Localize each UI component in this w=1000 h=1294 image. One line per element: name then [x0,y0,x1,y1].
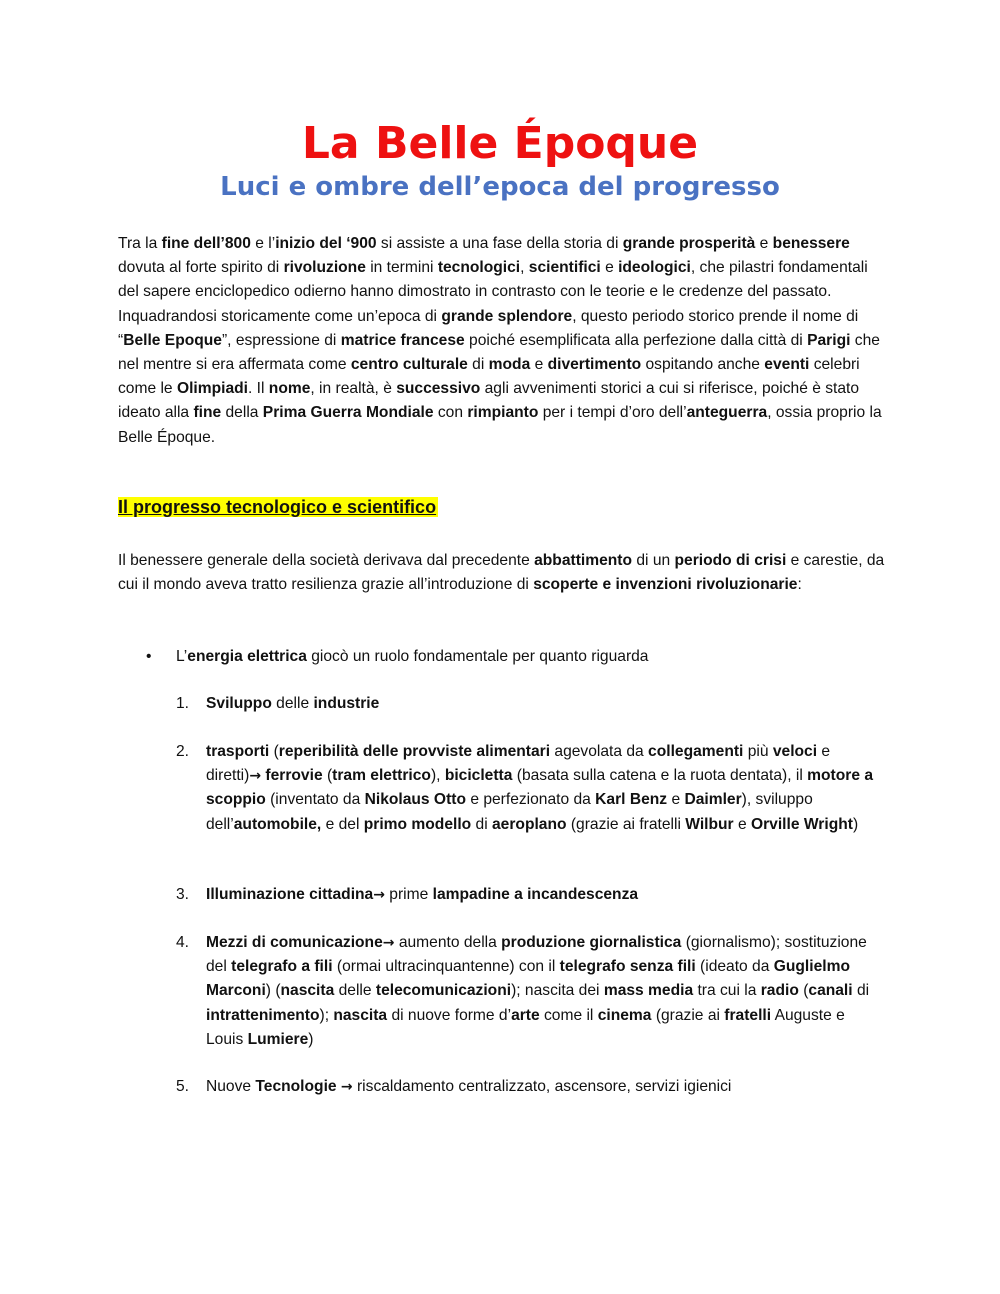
arrow-icon: → [373,887,385,903]
arrow-icon: → [382,935,395,951]
text-run: che nel mentre si era affermata come [118,331,880,374]
text-run: si assiste a una fase della storia di [376,235,623,252]
section-heading [118,494,438,520]
item-number: 1. [176,695,190,712]
text-run: ), [430,767,445,785]
bold-run: energia elettrica [187,648,307,665]
bold-run: Olimpiadi [176,380,248,398]
bold-run: tecnologici [437,259,521,277]
bold-run: abbattimento [534,552,633,569]
bullet-text [176,645,648,669]
bold-run: moda [488,356,531,374]
item-number: 2. [176,743,190,760]
bold-run: periodo di crisi [674,552,787,569]
text-run: (ormai ultracinquantenne) con il [332,958,560,976]
bold-run: ferrovie [265,767,323,785]
arrow-icon: → [340,1079,353,1095]
bold-run: rivoluzione [283,259,366,277]
arrow-icon: → [249,768,262,785]
bold-run: inizio del ‘900 [275,235,377,252]
text-run: ”, espressione di [221,331,341,349]
text-run: e l’ [250,235,276,252]
text-run: L’ [176,648,188,665]
bold-run: fratelli [724,1006,772,1024]
text-run: . Il [248,380,269,398]
bullet-marker: • [146,648,152,665]
text-run: agevolata da [550,743,649,760]
bold-run: Tecnologie [255,1078,337,1095]
progress-paragraph [118,549,888,597]
intro-paragraph [118,232,888,450]
bold-run: Lumiere [247,1030,309,1048]
item-text [206,883,886,907]
text-run: ( [798,982,809,1000]
text-run: agli avvenimenti storici a cui si riferisce, poiché è stato ideato alla [118,380,860,422]
text-run: e [667,791,685,809]
text-run: di [467,356,489,374]
text-run: con [433,404,468,422]
text-run: ) ( [265,982,281,1000]
text-run: Tra la [118,235,162,252]
text-run: (basata sulla catena e la ruota dentata), il [512,767,808,785]
bold-run: produzione giornalistica [501,934,682,951]
bold-run: Prima Guerra Mondiale [262,404,434,422]
text-run: tra cui la [693,982,761,1000]
bold-run: collegamenti [648,743,744,760]
bold-run: divertimento [547,356,642,374]
bold-run: veloci [772,743,818,760]
bold-run: mass media [603,982,694,1000]
section-heading-text: Il progresso tecnologico e scientifico [118,497,437,517]
text-run: , che pilastri fondamentali del sapere enciclopedico odierno hanno dimostrato in contrasto con le teorie e le credenze del passato. Inquadrandosi storicamente come un’epoca di [118,259,868,325]
bold-run: Sviluppo [206,695,272,712]
bold-run: grande prosperità [622,235,756,252]
bold-run: intrattenimento [206,1006,320,1024]
bold-run: lampadine a incandescenza [432,886,639,903]
text-run: aumento della [394,934,502,951]
bold-run: aeroplano [492,815,567,833]
item-text [206,692,886,716]
bold-run: Nikolaus Otto [364,791,466,809]
item-text [206,931,886,1052]
document-title: La Belle Époque [301,118,699,169]
text-run: ); [319,1006,334,1024]
text-run: di [852,982,870,1000]
bold-run: Karl Benz [595,791,668,809]
bold-run: motore a scoppio [206,767,874,809]
text-run: celebri come le [118,356,860,398]
bold-run: canali [808,982,853,1000]
text-run: poiché esemplificata alla perfezione dalla città di [464,331,808,349]
item-text [206,1075,886,1099]
bold-run: benessere [772,235,850,252]
bold-run: grande splendore [441,307,573,325]
text-run: Il benessere generale della società derivava dal precedente [118,552,535,569]
text-run: e perfezionato da [465,791,596,809]
bold-run: successivo [396,380,481,398]
text-run: riscaldamento centralizzato, ascensore, servizi igienici [352,1078,732,1095]
bold-run: reperibilità delle provviste alimentari [278,743,551,760]
bold-run: tram elettrico [332,767,431,785]
bold-run: primo modello [363,815,472,833]
bold-run: Parigi [807,331,851,349]
document-subtitle: Luci e ombre dell’epoca del progresso [220,172,780,202]
text-run: (grazie ai [651,1006,725,1024]
bold-run: radio [760,982,799,1000]
text-run: , in realtà, è [310,380,397,398]
text-run: di [471,815,492,833]
text-run: come il [539,1006,598,1024]
bold-run: Mezzi di comunicazione [206,934,383,951]
bold-run: telecomunicazioni [375,982,512,1000]
text-run: ( [322,767,333,785]
text-run: giocò un ruolo fondamentale per quanto riguarda [306,648,649,665]
bold-run: telegrafo senza fili [559,958,696,976]
text-run: ( [269,743,279,760]
text-run: , ossia proprio la Belle Époque. [118,404,882,446]
text-run: e diretti) [206,743,831,785]
bold-run: industrie [313,695,380,712]
bold-run: Daimler [684,791,742,809]
bold-run: telegrafo a fili [231,958,333,976]
text-run: ospitando anche [641,356,765,374]
text-run: (giornalismo); sostituzione del [206,934,867,976]
bold-run: Orville Wright [750,815,853,833]
item-text [206,740,886,837]
text-run: Nuove [206,1078,256,1095]
text-run: ), sviluppo dell’ [206,791,813,833]
bold-run: scientifici [528,259,601,277]
bold-run: Belle Epoque [123,331,222,349]
bold-run: nascita [333,1006,388,1024]
text-run: (inventato da [265,791,365,809]
text-run: e [600,259,619,277]
text-run: (ideato da [695,958,774,976]
text-run: ) [852,815,859,833]
bold-run: anteguerra [686,404,768,422]
text-run: Auguste e Louis [206,1006,845,1048]
text-run: e carestie, da cui il mondo aveva tratto resilienza grazie all’introduzione di [118,552,885,594]
item-number: 5. [176,1078,190,1095]
bold-run: Guglielmo Marconi [206,958,850,1000]
bold-run: Illuminazione cittadina [206,886,374,903]
bold-run: cinema [597,1006,652,1024]
bold-run: nome [268,380,311,398]
text-run: delle [271,695,314,712]
item-number: 4. [176,934,190,951]
text-run: e [733,815,751,833]
bold-run: eventi [764,356,810,374]
text-run: della [221,404,263,422]
bold-run: fine dell’800 [161,235,251,252]
text-run: per i tempi d’oro dell’ [538,404,687,422]
bold-run: fine [193,404,222,422]
text-run: , [520,259,529,277]
bold-run: nascita [280,982,335,1000]
bold-run: bicicletta [444,767,513,785]
text-run: (grazie ai fratelli [566,815,686,833]
bold-run: scoperte e invenzioni rivoluzionarie [533,576,798,594]
bold-run: Wilbur [685,815,734,833]
text-run: e del [321,815,364,833]
bold-run: matrice francese [340,331,465,349]
text-run: ) [308,1030,314,1048]
text-run: : [797,576,802,594]
text-run: di un [632,552,675,569]
bold-run: trasporti [206,743,270,760]
item-number: 3. [176,886,190,903]
text-run: di nuove forme d’ [387,1006,512,1024]
text-run: e [530,356,548,374]
text-run: in termini [365,259,438,277]
bold-run: ideologici [618,259,691,277]
bold-run: automobile, [233,815,322,833]
text-run: delle [334,982,376,1000]
text-run: prime [384,886,433,903]
text-run: dovuta al forte spirito di [118,259,284,277]
bold-run: rimpianto [467,404,539,422]
text-run: più [743,743,773,760]
bold-run: arte [511,1006,540,1024]
bold-run: centro culturale [350,356,468,374]
text-run: e [755,235,773,252]
text-run: , questo periodo storico prende il nome di “ [118,307,859,349]
text-run: ); nascita dei [511,982,604,1000]
